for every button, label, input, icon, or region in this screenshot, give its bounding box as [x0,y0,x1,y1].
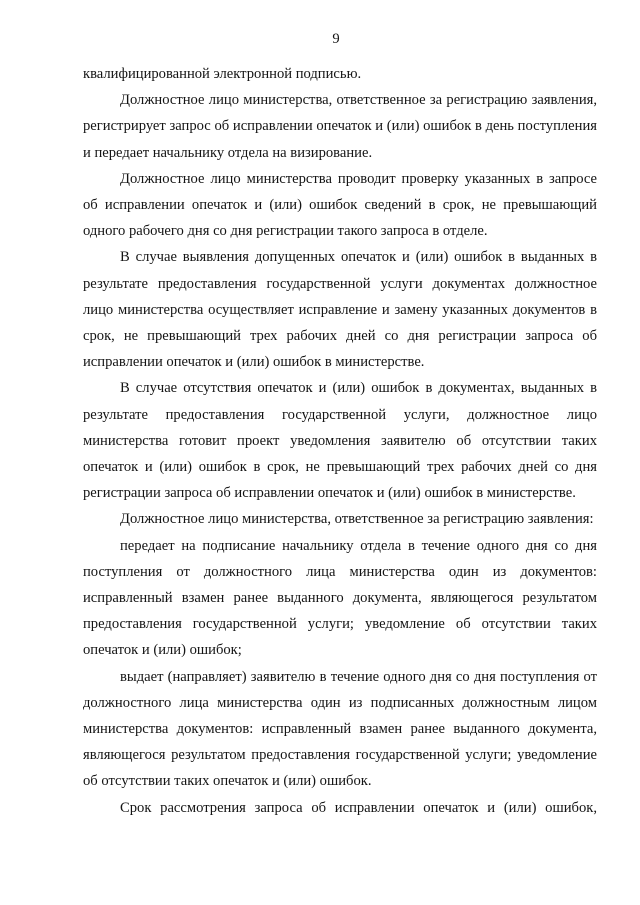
paragraph: квалифицированной электронной подписью. [83,66,362,82]
page-number: 9 [332,31,340,47]
paragraph: В случае выявления допущенных опечаток и (или) ошибок в выданных в результате предоставления государственной услуги документах должностное лицо министерства осуществляет исправление и замену указанных документов в срок, не превышающий трех рабочих дней со дня регистрации запроса об исправлении опечаток и (или) ошибок в министерстве. [83,249,597,371]
paragraph: Должностное лицо министерства, ответственное за регистрацию заявления, регистрирует запрос об исправлении опечаток и (или) ошибок в день поступления и передает начальнику отдела на визирование. [83,92,597,161]
paragraph: Должностное лицо министерства, ответственное за регистрацию заявления: [120,511,594,528]
document-body [83,61,597,821]
paragraph: выдает (направляет) заявителю в течение одного дня со дня поступления от должностного лица министерства один из подписанных должностным лицом министерства документов: исправленный взамен ранее выданного документа, являющегося результатом предоставления государственной услуги; уведомление об отсутствии таких опечаток и (или) ошибок. [83,668,597,790]
paragraph: Должностное лицо министерства проводит проверку указанных в запросе об исправлении опечаток и (или) ошибок сведений в срок, не превышающий одного рабочего дня со дня регистрации такого запроса в отделе. [83,170,597,240]
paragraph: Срок рассмотрения запроса об исправлении опечаток и (или) ошибок, [120,799,597,816]
paragraph: передает на подписание начальнику отдела в течение одного дня со дня поступления от должностного лица министерства один из документов: исправленный взамен ранее выданного документа, являющегося результатом предоставления государственной услуги; уведомление об отсутствии таких опечаток и (или) ошибок; [83,537,597,659]
paragraph: В случае отсутствия опечаток и (или) ошибок в документах, выданных в результате предоставления государственной услуги, должностное лицо министерства готовит проект уведомления заявителю об отсутствии таких опечаток и (или) ошибок в срок, не превышающий трех рабочих дней со дня регистрации запроса об исправлении опечаток и (или) ошибок в министерстве. [83,380,597,502]
